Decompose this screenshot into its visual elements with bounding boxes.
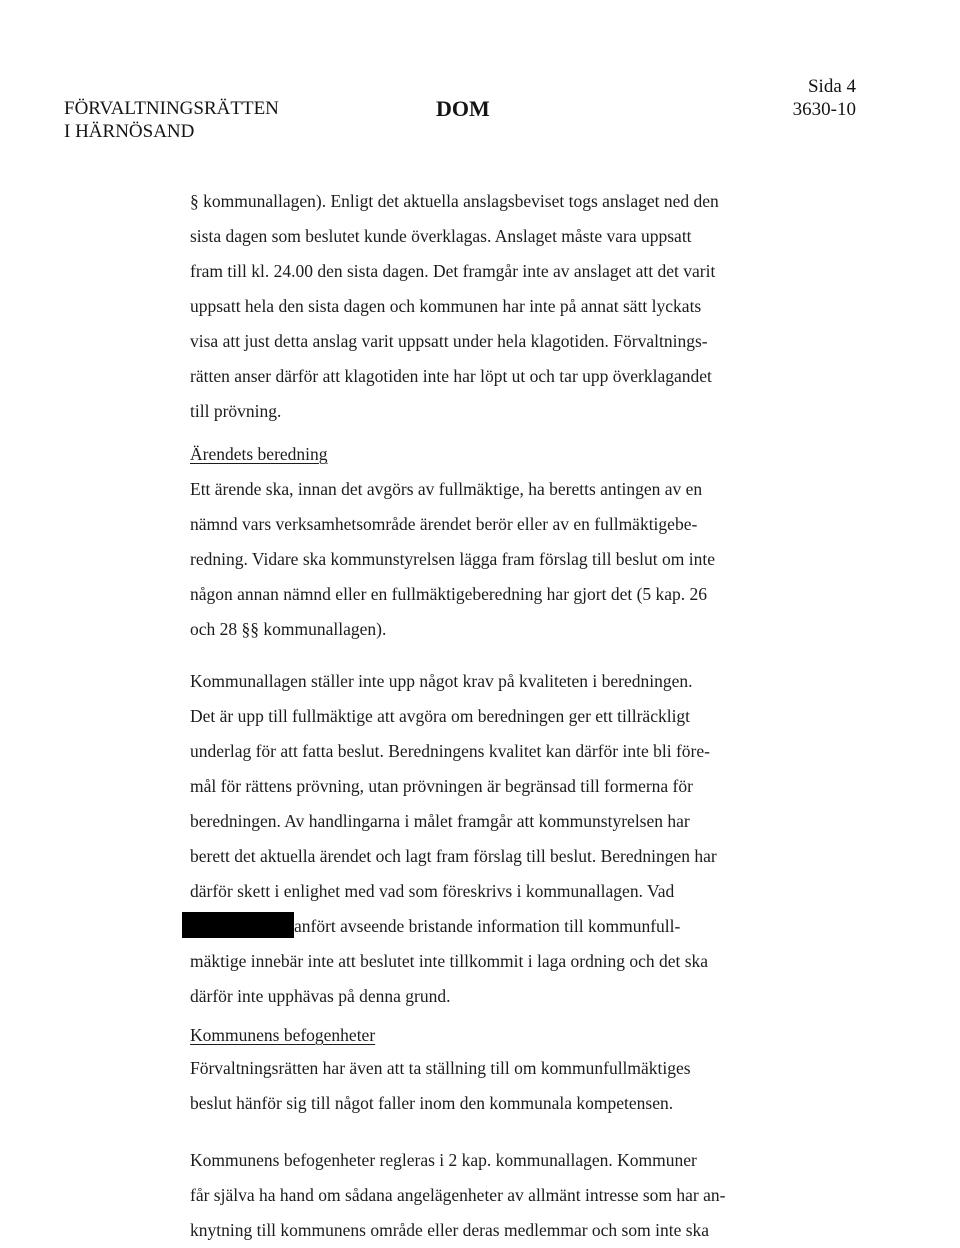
text-line: § kommunallagen). Enligt det aktuella anslagsbeviset togs anslaget ned den [190, 191, 719, 211]
text-line: fram till kl. 24.00 den sista dagen. Det framgår inte av anslaget att det varit [190, 261, 716, 281]
paragraph-quality [190, 664, 790, 1014]
text-line: visa att just detta anslag varit uppsatt under hela klagotiden. Förvaltnings- [190, 331, 708, 351]
text-line: får själva ha hand om sådana angelägenheter av allmänt intresse som har an- [190, 1185, 726, 1205]
text-line: Det är upp till fullmäktige att avgöra om beredningen ger ett tillräckligt [190, 706, 691, 726]
document-type: DOM [436, 96, 490, 121]
text-line: anfört avseende bristande information till kommunfull- [294, 916, 681, 936]
court-name [64, 97, 364, 143]
text-line: underlag för att fatta beslut. Beredningens kvalitet kan därför inte bli före- [190, 741, 710, 761]
text-line: därför skett i enlighet med vad som föreskrivs i kommunallagen. Vad [190, 881, 675, 901]
redaction-box [182, 912, 294, 938]
text-line: rätten anser därför att klagotiden inte har löpt ut och tar upp överklagandet [190, 366, 712, 386]
text-line: Kommunens befogenheter regleras i 2 kap. kommunallagen. Kommuner [190, 1150, 697, 1170]
section-heading-preparation [190, 437, 790, 472]
case-number: 3630-10 [792, 99, 856, 120]
text-line: berett det aktuella ärendet och lagt fram förslag till beslut. Beredningen har [190, 846, 717, 866]
court-name-line1: FÖRVALTNINGSRÄTTEN [64, 98, 279, 119]
court-name-line2: I HÄRNÖSAND [64, 121, 195, 142]
text-line: och 28 §§ kommunallagen). [190, 619, 387, 639]
page-info [793, 75, 856, 121]
text-line-redacted [190, 909, 790, 944]
text-line: sista dagen som beslutet kunde överklagas. Anslaget måste vara uppsatt [190, 226, 692, 246]
text-line: Ett ärende ska, innan det avgörs av fullmäktige, ha beretts antingen av en [190, 479, 703, 499]
text-line: uppsatt hela den sista dagen och kommunen har inte på annat sätt lyckats [190, 296, 702, 316]
text-line: redning. Vidare ska kommunstyrelsen lägga fram förslag till beslut om inte [190, 549, 715, 569]
section-heading-powers [190, 1018, 790, 1053]
text-line: beredningen. Av handlingarna i målet framgår att kommunstyrelsen har [190, 811, 690, 831]
text-line: därför inte upphävas på denna grund. [190, 986, 451, 1006]
page-number: Sida 4 [807, 76, 856, 97]
text-line: nämnd vars verksamhetsområde ärendet berör eller av en fullmäktigebe- [190, 514, 698, 534]
text-line: mål för rättens prövning, utan prövningen är begränsad till formerna för [190, 776, 693, 796]
text-line: beslut hänför sig till något faller inom den kommunala kompetensen. [190, 1093, 674, 1113]
section-heading: Ärendets beredning [190, 444, 328, 464]
section-heading: Kommunens befogenheter [190, 1025, 376, 1045]
text-line: någon annan nämnd eller en fullmäktigeberedning har gjort det (5 kap. 26 [190, 584, 708, 604]
text-line: knytning till kommunens område eller deras medlemmar och som inte ska [190, 1220, 710, 1240]
text-line: Kommunallagen ställer inte upp något krav på kvaliteten i beredningen. [190, 671, 693, 691]
text-line: Förvaltningsrätten har även att ta ställning till om kommunfullmäktiges [190, 1058, 691, 1078]
paragraph-competence [190, 1051, 790, 1121]
text-line: till prövning. [190, 401, 282, 421]
paragraph-notice [190, 184, 790, 429]
paragraph-powers [190, 1143, 790, 1248]
text-line: mäktige innebär inte att beslutet inte tillkommit i laga ordning och det ska [190, 951, 709, 971]
paragraph-preparation [190, 472, 790, 647]
